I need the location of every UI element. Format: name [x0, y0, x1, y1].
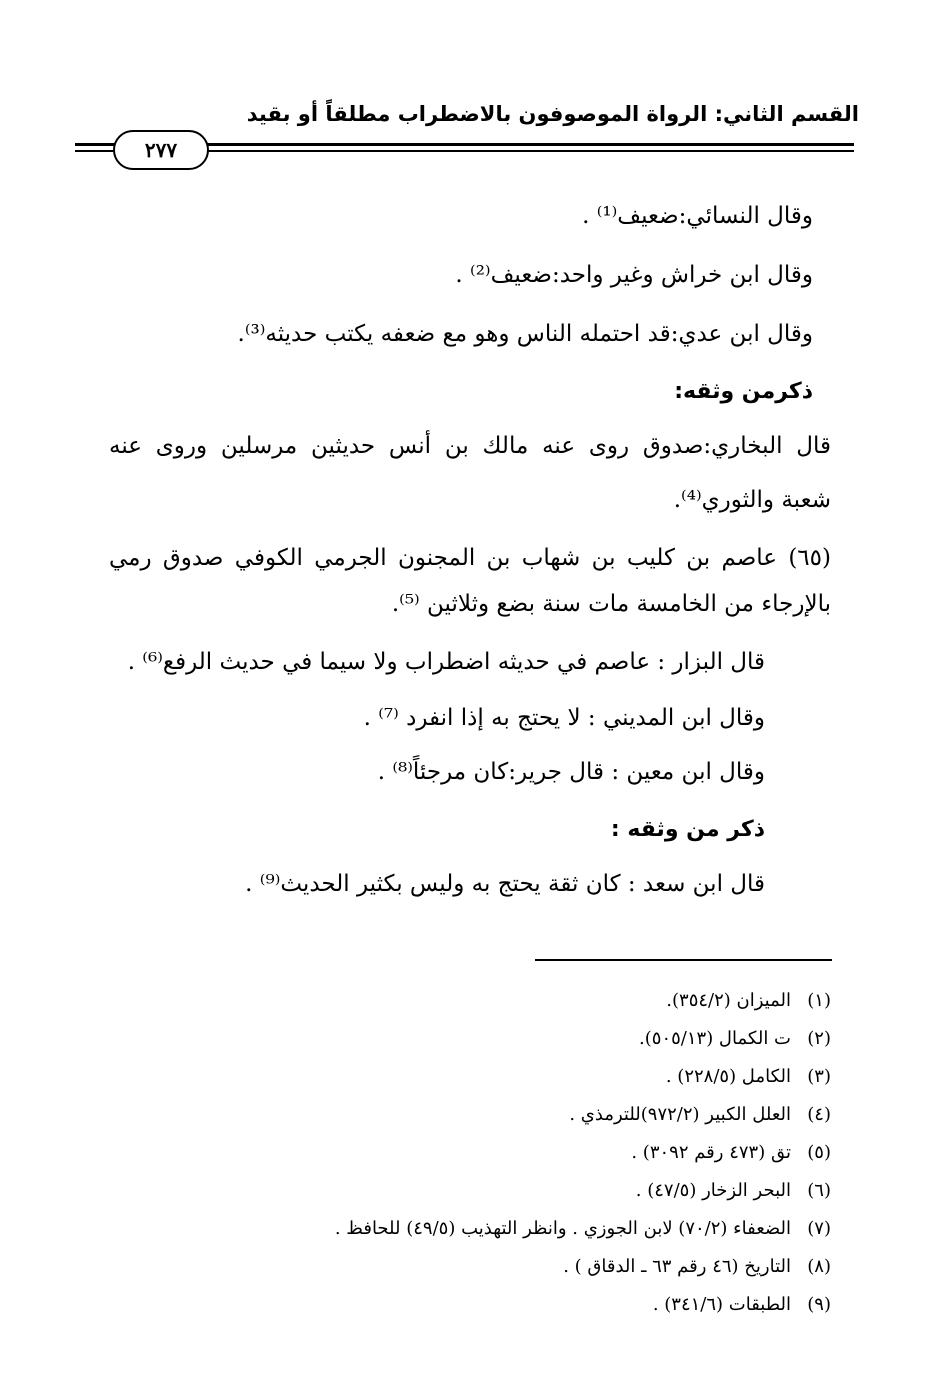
body-line: قال البزار : عاصم في حديثه اضطراب ولا سيما في حديث الرفع⁽⁶⁾ .	[127, 649, 765, 675]
footnote: (٥)تق (٤٧٣ رقم ٣٠٩٢) .	[631, 1142, 831, 1163]
body-line: وقال النسائي:ضعيف⁽¹⁾ .	[582, 203, 813, 229]
footnote: (٤)العلل الكبير (٩٧٢/٢)للترمذي .	[569, 1104, 831, 1125]
footnote: (١)الميزان (٣٥٤/٢).	[666, 990, 831, 1011]
footnote: (٣)الكامل (٢٢٨/٥) .	[665, 1066, 831, 1087]
footnote: (٨)التاريخ (٤٦ رقم ٦٣ ـ الدقاق ) .	[563, 1256, 831, 1277]
section-heading: ذكرمن وثقه:	[674, 379, 813, 404]
header-rule-right-top	[205, 143, 854, 146]
body-line: قال ابن سعد : كان ثقة يحتج به وليس بكثير الحديث⁽⁹⁾ .	[245, 871, 765, 897]
footnote: (٦)البحر الزخار (٤٧/٥) .	[635, 1180, 831, 1201]
entry-line: بالإرجاء من الخامسة مات سنة بضع وثلاثين ⁽⁵⁾.	[391, 591, 831, 617]
entry-line: (٦٥) عاصم بن كليب بن شهاب بن المجنون الجرمي الكوفي صدوق رمي	[109, 545, 831, 571]
footnote: (٧)الضعفاء (٧٠/٢) لابن الجوزي . وانظر التهذيب (٤٩/٥) للحافظ .	[334, 1218, 831, 1239]
running-header-title: القسم الثاني: الرواة الموصوفون بالاضطراب مطلقاً أو بقيد	[246, 102, 859, 126]
footnote: (٢)ت الكمال (٥٠٥/١٣).	[639, 1028, 831, 1049]
header-rule-left-bottom	[75, 150, 115, 152]
body-line: وقال ابن المديني : لا يحتج به إذا انفرد ⁽⁷⁾ .	[363, 705, 765, 731]
body-line: وقال ابن خراش وغير واحد:ضعيف⁽²⁾ .	[455, 262, 813, 288]
header-rule-left-top	[75, 143, 115, 146]
footnote: (٩)الطبقات (٣٤١/٦) .	[652, 1294, 831, 1315]
body-line: شعبة والثوري⁽⁴⁾.	[673, 487, 831, 513]
page-number: ٢٧٧	[113, 130, 209, 170]
body-line: وقال ابن معين : قال جرير:كان مرجئاً⁽⁸⁾ .	[377, 759, 765, 785]
footnote-separator	[535, 959, 832, 961]
body-line: قال البخاري:صدوق روى عنه مالك بن أنس حديثين مرسلين وروى عنه	[109, 433, 831, 459]
header-rule-right-bottom	[205, 150, 854, 152]
section-heading: ذكر من وثقه :	[610, 817, 765, 842]
body-line: وقال ابن عدي:قد احتمله الناس وهو مع ضعفه يكتب حديثه⁽³⁾.	[237, 321, 813, 347]
